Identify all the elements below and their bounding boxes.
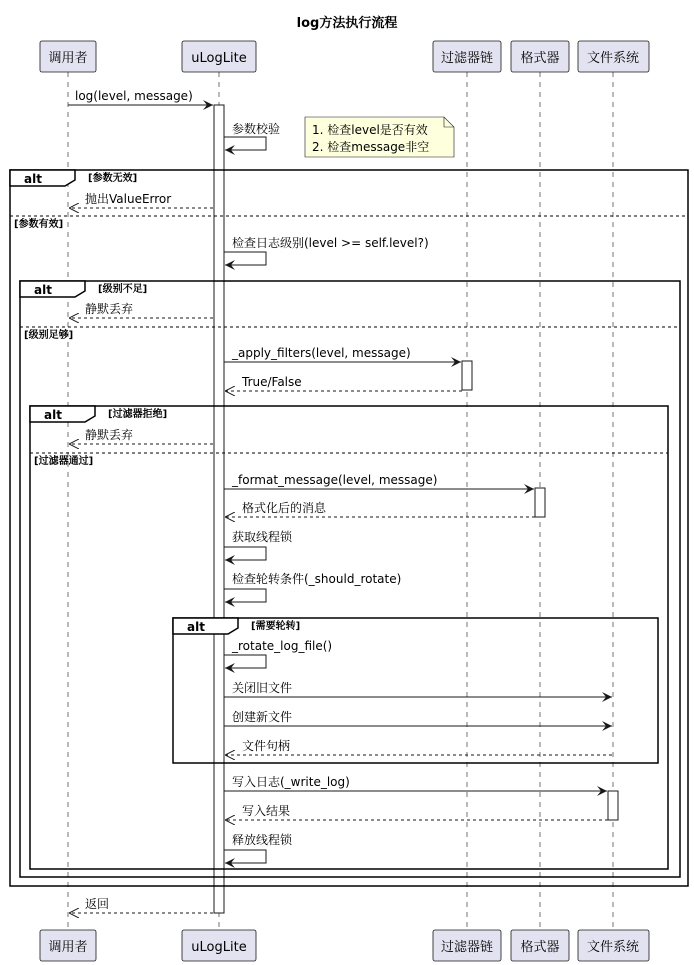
- alt-cond-params-valid: [参数有效]: [14, 219, 64, 230]
- msg-discard-filter-label: 静默丢弃: [85, 428, 134, 442]
- note-line-1: 1. 检查level是否有效: [312, 123, 428, 137]
- participant-filters-label-bottom: 过滤器链: [440, 940, 494, 955]
- participant-ulog-label: uLogLite: [191, 51, 247, 66]
- msg-filehandle-label: 文件句柄: [242, 739, 291, 753]
- participant-formatter-label: 格式器: [520, 51, 560, 66]
- participant-caller-label-bottom: 调用者: [48, 940, 88, 955]
- alt-label-filter: alt: [44, 408, 62, 422]
- alt-label-rotate: alt: [187, 620, 205, 634]
- diagram-title: log方法执行流程: [296, 16, 398, 31]
- activation-filters: [462, 361, 472, 390]
- activation-fs: [608, 791, 618, 820]
- participants-bottom: [40, 930, 649, 961]
- activation-formatter: [535, 488, 545, 517]
- activation-ulog: [214, 105, 224, 913]
- participant-fs-label: 文件系统: [586, 51, 640, 66]
- msg-shouldrotate-arrow: [224, 589, 266, 602]
- messages: [68, 89, 612, 913]
- participant-ulog-label-bottom: uLogLite: [191, 940, 247, 955]
- alt-cond-filter-pass: [过滤器通过]: [34, 456, 94, 467]
- msg-valueerror-label: 抛出ValueError: [85, 192, 172, 206]
- alt-label-params: alt: [24, 172, 42, 186]
- msg-applyfilters-label: _apply_filters(level, message): [232, 346, 411, 360]
- msg-closefile-label: 关闭旧文件: [232, 681, 293, 695]
- msg-createfile-label: 创建新文件: [232, 710, 293, 724]
- msg-acquirelock-label: 获取线程锁: [232, 530, 293, 544]
- msg-validate-arrow: [224, 137, 266, 150]
- msg-rotatefile-label: _rotate_log_file(): [232, 639, 333, 653]
- msg-acquirelock-arrow: [224, 547, 266, 560]
- msg-discard-level-label: 静默丢弃: [85, 302, 134, 316]
- alt-tab-params: [10, 170, 75, 186]
- msg-format-label: _format_message(level, message): [232, 473, 438, 487]
- alt-cond-rotate: [需要轮转]: [251, 621, 301, 632]
- msg-writelog-label: 写入日志(_write_log): [232, 775, 350, 789]
- participant-caller-label: 调用者: [48, 51, 88, 66]
- alt-tab-filter: [30, 406, 95, 422]
- msg-releaselock-arrow: [224, 850, 266, 863]
- msg-writeresult-label: 写入结果: [242, 804, 291, 818]
- alt-tab-rotate: [173, 618, 238, 634]
- alt-cond-filter-reject: [过滤器拒绝]: [108, 409, 168, 420]
- msg-validate-label: 参数校验: [232, 122, 281, 136]
- alt-cond-level-low: [级别不足]: [98, 284, 148, 295]
- msg-checklevel-label: 检查日志级别(level >= self.level?): [232, 236, 429, 250]
- msg-log-label: log(level, message): [75, 89, 193, 103]
- msg-formatted-label: 格式化后的消息: [242, 501, 327, 515]
- msg-releaselock-label: 释放线程锁: [232, 833, 293, 847]
- participant-filters-label: 过滤器链: [440, 51, 494, 66]
- note-line-2: 2. 检查message非空: [312, 140, 430, 154]
- msg-return-label: 返回: [85, 897, 110, 911]
- participant-formatter-label-bottom: 格式器: [520, 940, 560, 955]
- participants-top: [40, 41, 649, 72]
- alt-cond-level-ok: [级别足够]: [24, 330, 74, 341]
- note-validation: [305, 117, 454, 157]
- msg-truefalse-label: True/False: [242, 375, 302, 389]
- alt-cond-params-invalid: [参数无效]: [88, 173, 138, 184]
- msg-shouldrotate-label: 检查轮转条件(_should_rotate): [232, 572, 402, 586]
- alt-tab-level: [20, 281, 85, 297]
- alt-label-level: alt: [34, 283, 52, 297]
- participant-fs-label-bottom: 文件系统: [586, 940, 640, 955]
- msg-checklevel-arrow: [224, 252, 266, 265]
- msg-rotatefile-arrow: [224, 655, 266, 668]
